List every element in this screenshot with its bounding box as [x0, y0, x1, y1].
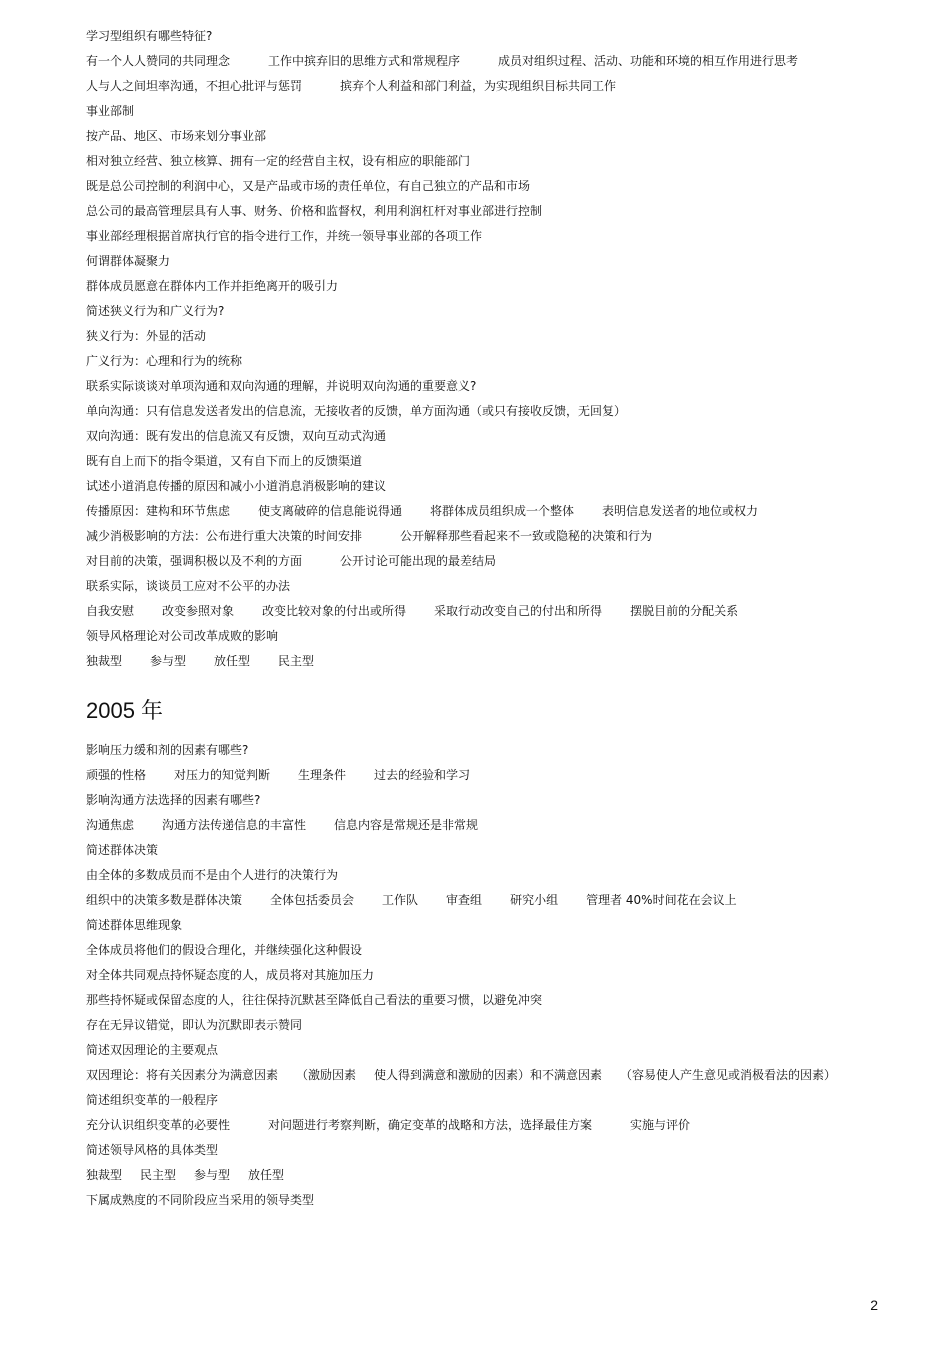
text-segment: 采取行动改变自己的付出和所得 [434, 604, 603, 618]
text-segment: 公开讨论可能出现的最差结局 [340, 554, 497, 568]
text-segment: 由全体的多数成员而不是由个人进行的决策行为 [86, 868, 339, 882]
text-segment: 那些持怀疑或保留态度的人，往往保持沉默甚至降低自己看法的重要习惯，以避免冲突 [86, 993, 543, 1007]
text-line [86, 888, 866, 913]
text-segment: 传播原因：建构和环节焦虑 [86, 504, 231, 518]
text-segment: 影响压力缓和剂的因素有哪些? [86, 743, 249, 757]
text-segment: 下属成熟度的不同阶段应当采用的领导类型 [86, 1193, 315, 1207]
text-segment: 充分认识组织变革的必要性 [86, 1118, 231, 1132]
text-segment: 表明信息发送者的地位或权力 [602, 504, 759, 518]
text-line [86, 938, 866, 963]
text-line [86, 624, 866, 649]
text-line [86, 863, 866, 888]
text-line [86, 474, 866, 499]
text-segment: 工作队 [382, 893, 419, 907]
text-segment: 对目前的决策，强调积极以及不利的方面 [86, 554, 303, 568]
text-line [86, 1088, 866, 1113]
year-heading: 2005 年 [86, 698, 164, 723]
text-segment: 参与型 [194, 1168, 231, 1182]
text-segment: 生理条件 [298, 768, 347, 782]
text-segment: 独裁型 [86, 654, 123, 668]
text-line [86, 1013, 866, 1038]
text-line [86, 738, 866, 763]
text-line [86, 74, 866, 99]
text-segment: 群体成员愿意在群体内工作并拒绝离开的吸引力 [86, 279, 339, 293]
text-segment: 摈弃个人利益和部门利益，为实现组织目标共同工作 [340, 79, 617, 93]
text-line [86, 299, 866, 324]
text-segment: 工作中摈弃旧的思维方式和常规程序 [268, 54, 461, 68]
text-segment: 影响沟通方法选择的因素有哪些? [86, 793, 261, 807]
text-segment: 简述群体思维现象 [86, 918, 183, 932]
text-segment: 狭义行为：外显的活动 [86, 329, 207, 343]
text-line [86, 499, 866, 524]
text-line [86, 199, 866, 224]
text-segment: 实施与评价 [630, 1118, 691, 1132]
text-segment: 简述双因理论的主要观点 [86, 1043, 219, 1057]
text-segment: 审查组 [446, 893, 483, 907]
text-segment: （激励因素 [296, 1068, 357, 1082]
text-segment: （容易使人产生意见或消极看法的因素） [620, 1068, 837, 1082]
text-segment: 沟通方法传递信息的丰富性 [162, 818, 307, 832]
text-segment: 参与型 [150, 654, 187, 668]
text-line [86, 349, 866, 374]
text-line [86, 424, 866, 449]
section-2005 [86, 738, 866, 1213]
text-segment: 改变参照对象 [162, 604, 235, 618]
text-line [86, 1188, 866, 1213]
text-line [86, 1063, 866, 1088]
text-line [86, 324, 866, 349]
text-segment: 组织中的决策多数是群体决策 [86, 893, 243, 907]
text-segment: 简述狭义行为和广义行为? [86, 304, 225, 318]
text-line [86, 649, 866, 674]
text-line [86, 524, 866, 549]
text-line [86, 599, 866, 624]
text-segment: 既有自上而下的指令渠道，又有自下而上的反馈渠道 [86, 454, 363, 468]
text-segment: 广义行为：心理和行为的统称 [86, 354, 243, 368]
text-segment: 研究小组 [510, 893, 559, 907]
text-segment: 自我安慰 [86, 604, 135, 618]
text-line [86, 1038, 866, 1063]
text-segment: 领导风格理论对公司改革成败的影响 [86, 629, 279, 643]
text-segment: 对问题进行考察判断，确定变革的战略和方法，选择最佳方案 [268, 1118, 593, 1132]
text-line [86, 399, 866, 424]
text-segment: 使人得到满意和激励的因素）和不满意因素 [374, 1068, 603, 1082]
text-line [86, 913, 866, 938]
text-line [86, 788, 866, 813]
text-segment: 总公司的最高管理层具有人事、财务、价格和监督权，利用利润杠杆对事业部进行控制 [86, 204, 543, 218]
text-segment: 放任型 [248, 1168, 285, 1182]
text-segment: 相对独立经营、独立核算、拥有一定的经营自主权，设有相应的职能部门 [86, 154, 471, 168]
text-segment: 成员对组织过程、活动、功能和环境的相互作用进行思考 [498, 54, 799, 68]
text-segment: 人与人之间坦率沟通，不担心批评与惩罚 [86, 79, 303, 93]
text-segment: 使支离破碎的信息能说得通 [258, 504, 403, 518]
text-line [86, 174, 866, 199]
text-line [86, 549, 866, 574]
text-line [86, 374, 866, 399]
text-line [86, 249, 866, 274]
text-segment: 改变比较对象的付出或所得 [262, 604, 407, 618]
text-segment: 对全体共同观点持怀疑态度的人，成员将对其施加压力 [86, 968, 375, 982]
text-segment: 过去的经验和学习 [374, 768, 471, 782]
text-segment: 放任型 [214, 654, 251, 668]
text-line [86, 1163, 866, 1188]
text-segment: 既是总公司控制的利润中心，又是产品或市场的责任单位，有自己独立的产品和市场 [86, 179, 531, 193]
text-segment: 试述小道消息传播的原因和减小小道消息消极影响的建议 [86, 479, 387, 493]
text-line [86, 49, 866, 74]
text-segment: 全体包括委员会 [270, 893, 355, 907]
text-segment: 减少消极影响的方法：公布进行重大决策的时间安排 [86, 529, 363, 543]
text-segment: 简述领导风格的具体类型 [86, 1143, 219, 1157]
page-number: 2 [870, 1297, 878, 1313]
text-segment: 单向沟通：只有信息发送者发出的信息流，无接收者的反馈，单方面沟通（或只有接收反馈，无回复） [86, 404, 627, 418]
text-segment: 按产品、地区、市场来划分事业部 [86, 129, 267, 143]
text-segment: 沟通焦虑 [86, 818, 135, 832]
text-line [86, 574, 866, 599]
text-segment: 何谓群体凝聚力 [86, 254, 171, 268]
text-segment: 学习型组织有哪些特征? [86, 29, 213, 43]
text-segment: 民主型 [140, 1168, 177, 1182]
text-line [86, 838, 866, 863]
text-segment: 民主型 [278, 654, 315, 668]
text-line [86, 1138, 866, 1163]
text-segment: 简述群体决策 [86, 843, 159, 857]
text-segment: 存在无异议错觉，即认为沉默即表示赞同 [86, 1018, 303, 1032]
text-line [86, 813, 866, 838]
text-line [86, 124, 866, 149]
text-segment: 双因理论：将有关因素分为满意因素 [86, 1068, 279, 1082]
text-segment: 简述组织变革的一般程序 [86, 1093, 219, 1107]
document-body [86, 24, 866, 1213]
text-segment: 全体成员将他们的假设合理化，并继续强化这种假设 [86, 943, 363, 957]
text-line [86, 24, 866, 49]
text-line [86, 988, 866, 1013]
text-segment: 公开解释那些看起来不一致或隐秘的决策和行为 [400, 529, 653, 543]
text-segment: 事业部经理根据首席执行官的指令进行工作，并统一领导事业部的各项工作 [86, 229, 483, 243]
text-segment: 联系实际，谈谈员工应对不公平的办法 [86, 579, 291, 593]
text-line [86, 763, 866, 788]
text-line [86, 274, 866, 299]
text-segment: 管理者 40%时间花在会议上 [586, 893, 737, 907]
section-before-2005 [86, 24, 866, 674]
text-line [86, 99, 866, 124]
text-line [86, 963, 866, 988]
text-segment: 有一个人人赞同的共同理念 [86, 54, 231, 68]
text-segment: 对压力的知觉判断 [174, 768, 271, 782]
text-segment: 摆脱目前的分配关系 [630, 604, 739, 618]
text-line [86, 224, 866, 249]
text-segment: 将群体成员组织成一个整体 [430, 504, 575, 518]
text-segment: 联系实际谈谈对单项沟通和双向沟通的理解，并说明双向沟通的重要意义? [86, 379, 477, 393]
text-line [86, 1113, 866, 1138]
text-segment: 双向沟通：既有发出的信息流又有反馈，双向互动式沟通 [86, 429, 387, 443]
text-segment: 信息内容是常规还是非常规 [334, 818, 479, 832]
text-segment: 独裁型 [86, 1168, 123, 1182]
text-line [86, 449, 866, 474]
text-segment: 顽强的性格 [86, 768, 147, 782]
text-segment: 事业部制 [86, 104, 135, 118]
text-line [86, 149, 866, 174]
